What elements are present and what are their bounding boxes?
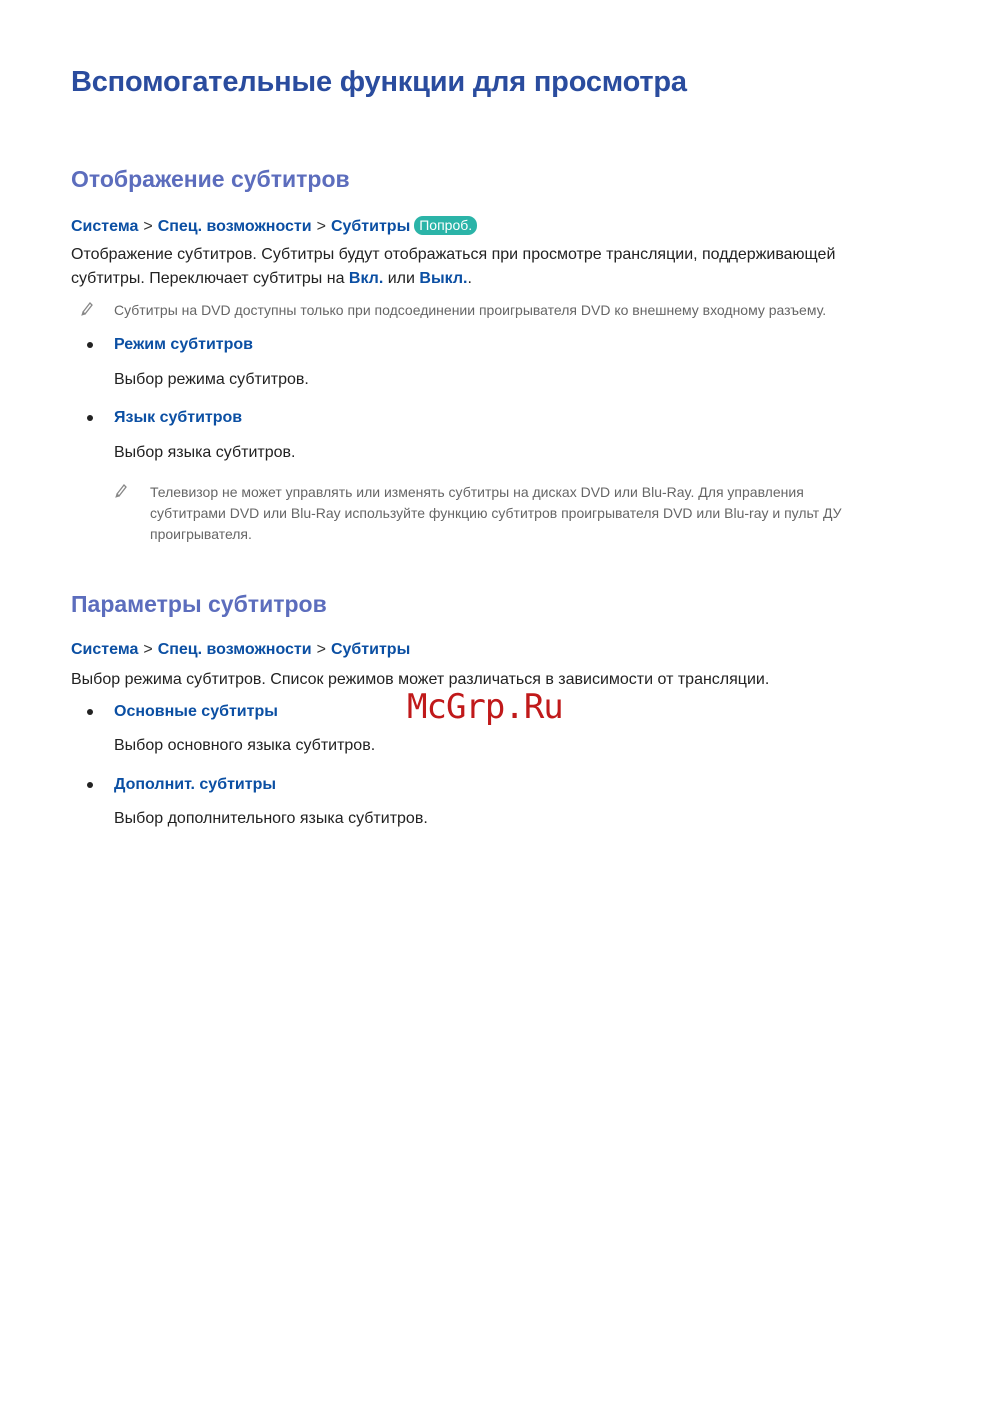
option-off-label: Выкл. [419, 270, 468, 287]
item-description: Выбор дополнительного языка субтитров. [114, 810, 428, 827]
paragraph-text: или [383, 270, 420, 287]
item-title-primary-subtitles[interactable]: Основные субтитры [114, 703, 278, 720]
paragraph-text: . [467, 270, 472, 287]
breadcrumb-separator: > [143, 641, 153, 658]
bullet-icon [87, 342, 93, 348]
item-title-subtitle-language[interactable]: Язык субтитров [114, 409, 243, 426]
bullet-icon [87, 415, 93, 421]
pencil-icon [80, 300, 94, 316]
paragraph-line: Выбор режима субтитров. Список режимов может различаться в зависимости от трансляции. [71, 671, 770, 688]
bullet-icon [87, 709, 93, 715]
breadcrumb-item-system[interactable]: Система [71, 218, 139, 235]
breadcrumb-item-accessibility[interactable]: Спец. возможности [157, 641, 312, 658]
breadcrumb-item-subtitles[interactable]: Субтитры [330, 641, 411, 658]
breadcrumb-separator: > [143, 218, 153, 235]
breadcrumb [71, 641, 410, 659]
item-description: Выбор режима субтитров. [114, 371, 309, 388]
paragraph-text: субтитры. Переключает субтитры на [71, 270, 349, 287]
paragraph-line [71, 270, 472, 288]
item-title-subtitle-mode[interactable]: Режим субтитров [114, 336, 253, 353]
paragraph-line: Отображение субтитров. Субтитры будут отображаться при просмотре трансляции, поддерживающей [71, 246, 836, 263]
pencil-icon [114, 482, 128, 498]
breadcrumb-separator: > [316, 641, 326, 658]
section-heading-subtitle-display: Отображение субтитров [71, 166, 350, 192]
breadcrumb-item-system[interactable]: Система [71, 641, 139, 658]
page-title: Вспомогательные функции для просмотра [71, 66, 687, 98]
section-heading-subtitle-settings: Параметры субтитров [71, 591, 327, 617]
item-title-secondary-subtitles[interactable]: Дополнит. субтитры [114, 776, 277, 793]
watermark-logo: McGrp.Ru [407, 687, 563, 727]
note-text-line: субтитрами DVD или Blu-Ray используйте функцию субтитров проигрывателя DVD или Blu-ray и пульт ДУ [150, 505, 842, 521]
note-text-line: проигрывателя. [150, 526, 252, 542]
option-on-label: Вкл. [348, 270, 384, 287]
note-text-line: Телевизор не может управлять или изменять субтитры на дисках DVD или Blu-Ray. Для управления [150, 484, 804, 500]
bullet-icon [87, 782, 93, 788]
breadcrumb [71, 216, 477, 236]
try-now-button[interactable]: Попроб. [414, 216, 477, 235]
note-text: Субтитры на DVD доступны только при подсоединении проигрывателя DVD ко внешнему входному разъему. [114, 302, 827, 318]
breadcrumb-item-subtitles[interactable]: Субтитры [330, 218, 411, 235]
breadcrumb-item-accessibility[interactable]: Спец. возможности [157, 218, 312, 235]
item-description: Выбор основного языка субтитров. [114, 737, 376, 754]
item-description: Выбор языка субтитров. [114, 444, 296, 461]
breadcrumb-separator: > [316, 218, 326, 235]
